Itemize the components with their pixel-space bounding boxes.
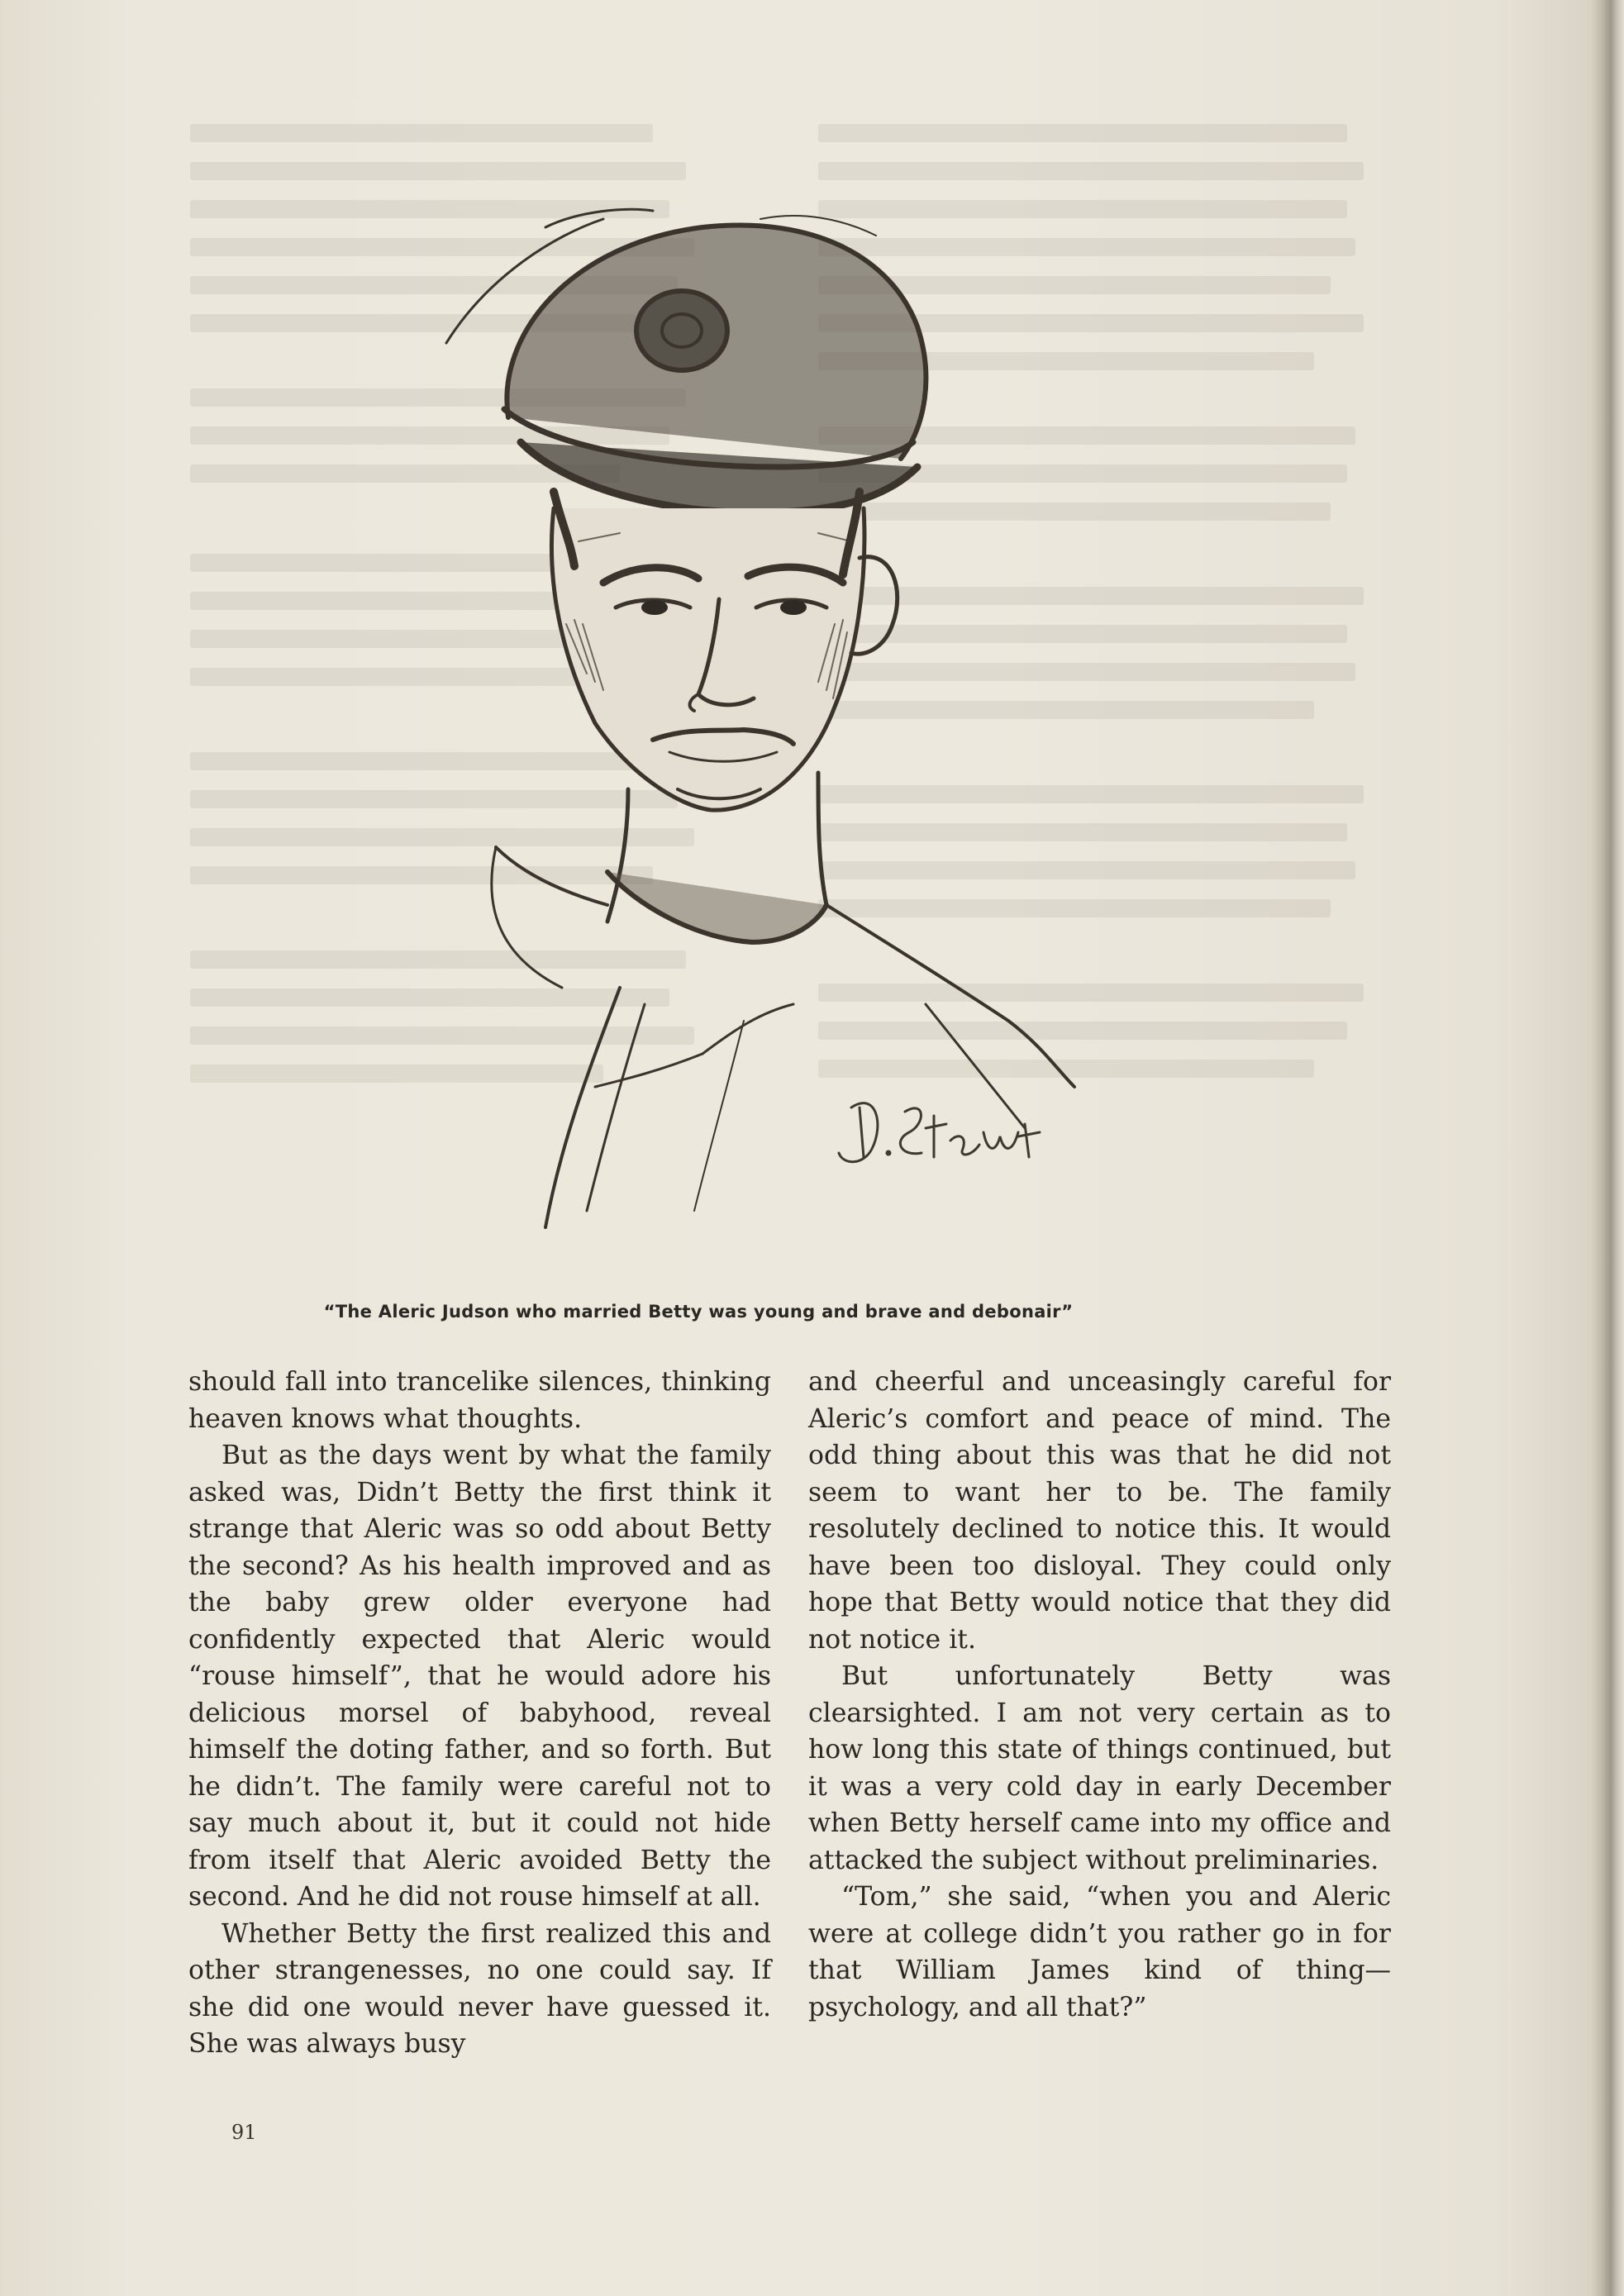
paragraph: Whether Betty the first realized this and other strangenesses, no one could say. If she did one would never have guessed it. She was always busy xyxy=(188,1918,771,2059)
paragraph: and cheerful and unceasingly careful for Aleric’s comfort and peace of mind. The odd thing about this was that he did not seem to want her to be. The family resolutely declined to notice this. It would have been too disloyal. They could only hope that Betty would notice that they did not notice it. xyxy=(808,1367,1391,1655)
illustration-caption: “The Aleric Judson who married Betty was young and brave and debonair” xyxy=(323,1302,1074,1322)
page-binding-edge xyxy=(1591,0,1624,2296)
paragraph: But unfortunately Betty was clearsighted. I am not very certain as to how long this state of things continued, but it was a very cold day in early December when Betty herself came into my office and attacked the subject without preliminaries. xyxy=(808,1661,1391,1875)
text-column-right xyxy=(808,1364,1391,2026)
paragraph: should fall into trancelike silences, thinking heaven knows what thoughts. xyxy=(188,1367,771,1434)
paragraph: But as the days went by what the family asked was, Didn’t Betty the first think it strange that Aleric was so odd about Betty the second? As his health improved and as the baby grew older everyone had confidently expected that Aleric would “rouse himself”, that he would adore his delicious morsel of babyhood, reveal himself the doting father, and so forth. But he didn’t. The family were careful not to say much about it, but it could not hide from itself that Aleric avoided Betty the second. And he did not rouse himself at all. xyxy=(188,1441,771,1912)
artist-signature xyxy=(826,1074,1074,1190)
paragraph: “Tom,” she said, “when you and Aleric were at college didn’t you rather go in for that William James kind of thing—psychology, and all that?” xyxy=(808,1882,1391,2022)
page-number: 91 xyxy=(231,2121,257,2144)
text-column-left xyxy=(188,1364,771,2063)
